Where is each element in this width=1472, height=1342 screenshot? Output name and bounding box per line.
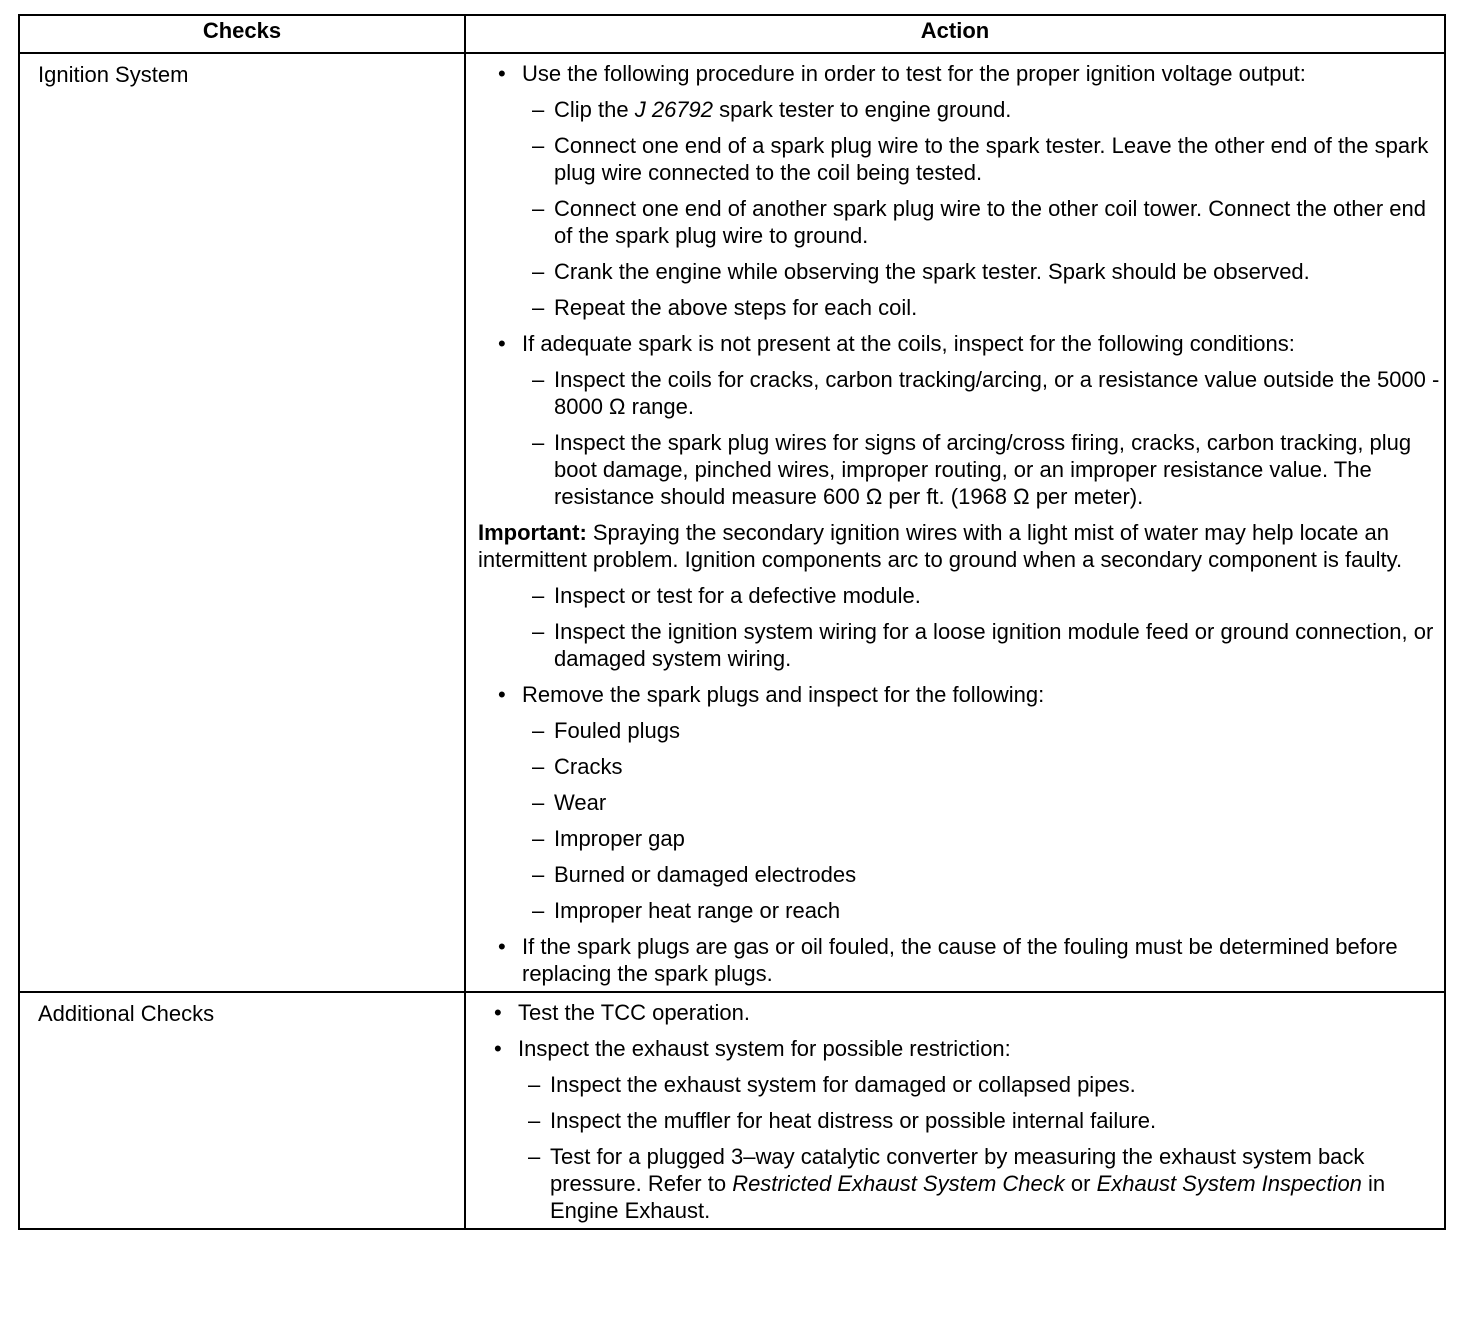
- dash-item: – Inspect or test for a defective module.: [476, 582, 1440, 609]
- reference-link-text: Restricted Exhaust System Check: [732, 1171, 1065, 1196]
- header-action: Action: [465, 15, 1445, 53]
- text-span: in Engine Exhaust.: [550, 1171, 1386, 1223]
- important-label: Important:: [478, 520, 587, 545]
- check-label: Additional Checks: [19, 992, 465, 1229]
- action-cell: [465, 53, 1445, 992]
- dash-item: – Improper gap: [476, 825, 1440, 852]
- header-checks: Checks: [19, 15, 465, 53]
- dash-item: – Improper heat range or reach: [476, 897, 1440, 924]
- dash-item: – Crank the engine while observing the spark tester. Spark should be observed.: [476, 258, 1440, 285]
- header-row: [19, 15, 1445, 53]
- table-row: [19, 53, 1445, 992]
- bullet-item: • If the spark plugs are gas or oil fouled, the cause of the fouling must be determined before replacing the spark plugs.: [476, 933, 1440, 987]
- tool-number: J 26792: [634, 97, 714, 122]
- dash-item: – Inspect the muffler for heat distress or possible internal failure.: [476, 1107, 1440, 1134]
- dash-item: – Connect one end of a spark plug wire to the spark tester. Leave the other end of the spark plug wire connected to the coil being tested.: [476, 132, 1440, 186]
- checks-action-table: [18, 14, 1446, 1230]
- bullet-item: • Use the following procedure in order to test for the proper ignition voltage output:: [476, 60, 1440, 87]
- dash-item: – Inspect the spark plug wires for signs of arcing/cross firing, cracks, carbon tracking, plug boot damage, pinched wires, improper routing, or an improper resistance value. The resistance should measure 600 Ω per ft. (1968 Ω per meter).: [476, 429, 1440, 510]
- table-row: [19, 992, 1445, 1229]
- dash-item: [476, 1143, 1440, 1224]
- reference-link-text: Exhaust System Inspection: [1096, 1171, 1362, 1196]
- check-label: Ignition System: [19, 53, 465, 992]
- dash-item: – Repeat the above steps for each coil.: [476, 294, 1440, 321]
- important-text: Spraying the secondary ignition wires with a light mist of water may help locate an intermittent problem. Ignition components arc to ground when a secondary component is faulty.: [478, 520, 1403, 572]
- dash-item: – Connect one end of another spark plug wire to the other coil tower. Connect the other end of the spark plug wire to ground.: [476, 195, 1440, 249]
- dash-item: – Burned or damaged electrodes: [476, 861, 1440, 888]
- bullet-item: • If adequate spark is not present at the coils, inspect for the following conditions:: [476, 330, 1440, 357]
- text-span: Test for a plugged 3–way catalytic converter by measuring the exhaust system back pressure. Refer to: [550, 1144, 1365, 1196]
- text-span: Clip the: [554, 97, 635, 122]
- bullet-item: • Remove the spark plugs and inspect for the following:: [476, 681, 1440, 708]
- dash-item: – Inspect the coils for cracks, carbon tracking/arcing, or a resistance value outside the 5000 - 8000 Ω range.: [476, 366, 1440, 420]
- text-span: or: [1064, 1171, 1097, 1196]
- dash-item: – Cracks: [476, 753, 1440, 780]
- bullet-item: • Test the TCC operation.: [476, 999, 1440, 1026]
- dash-item: [476, 96, 1440, 123]
- important-note: [476, 519, 1440, 573]
- text-span: spark tester to engine ground.: [713, 97, 1012, 122]
- dash-item: – Inspect the ignition system wiring for a loose ignition module feed or ground connection, or damaged system wiring.: [476, 618, 1440, 672]
- action-cell: [465, 992, 1445, 1229]
- dash-item: – Inspect the exhaust system for damaged or collapsed pipes.: [476, 1071, 1440, 1098]
- bullet-item: • Inspect the exhaust system for possible restriction:: [476, 1035, 1440, 1062]
- dash-item: – Wear: [476, 789, 1440, 816]
- dash-item: – Fouled plugs: [476, 717, 1440, 744]
